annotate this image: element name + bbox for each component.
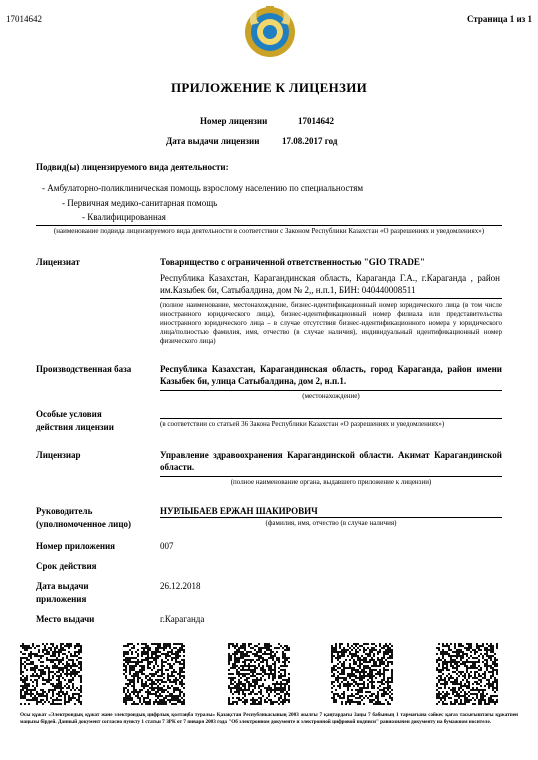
subtype-item-text: Квалифицированная <box>87 212 166 222</box>
page-title: ПРИЛОЖЕНИЕ К ЛИЦЕНЗИИ <box>170 80 368 95</box>
subtype-item-text: Амбулаторно-поликлиническая помощь взрослому населению по специальностям <box>47 183 364 193</box>
divider <box>160 517 502 518</box>
issue-place-value: г.Караганда <box>160 614 205 624</box>
license-number-label: Номер лицензии <box>200 116 268 126</box>
licensee-label: Лицензиат <box>36 257 80 267</box>
qr-code <box>436 643 498 705</box>
issue-date-value: 26.12.2018 <box>160 581 201 591</box>
issue-date-label: Дата выдачи <box>36 581 89 591</box>
divider <box>160 418 502 419</box>
conditions-label: Особые условия <box>36 409 102 419</box>
license-date-label: Дата выдачи лицензии <box>166 136 260 146</box>
conditions-label-2: действия лицензии <box>36 422 114 432</box>
issue-place-label: Место выдачи <box>36 614 95 624</box>
qr-code <box>228 643 290 705</box>
base-hint: (местонахождение) <box>302 392 360 400</box>
subtype-item: - Амбулаторно-поликлиническая помощь взрослому населению по специальностям <box>42 183 364 193</box>
conditions-hint: (в соответствии со статьей 36 Закона Республики Казахстан «О разрешениях и уведомлениях») <box>160 420 445 428</box>
subtype-item: - Квалифицированная <box>82 212 166 222</box>
issue-date-label-2: приложения <box>36 594 87 604</box>
base-label: Производственная база <box>36 364 132 374</box>
subtype-heading: Подвид(ы) лицензируемого вида деятельности: <box>36 162 229 172</box>
validity-label: Срок действия <box>36 561 97 571</box>
qr-code <box>123 643 185 705</box>
page-indicator: Страница 1 из 1 <box>466 14 532 24</box>
divider <box>36 225 502 226</box>
license-date: 17.08.2017 год <box>282 136 338 146</box>
divider <box>160 390 502 391</box>
license-number: 17014642 <box>298 116 334 126</box>
subtype-item: - Первичная медико-санитарная помощь <box>62 198 218 208</box>
licensor-value: Управление здравоохранения Карагандинской области. Акимат Карагандинской области. <box>160 450 502 472</box>
subtype-hint: (наименование подвида лицензируемого вида деятельности в соответствии с Законом Республики Казахстан «О разрешениях и уведомлениях») <box>53 227 485 235</box>
head-label-2: (уполномоченное лицо) <box>36 519 132 529</box>
divider <box>160 476 502 477</box>
licensee-name: Товарищество с ограниченной ответственностью "GIO TRADE" <box>160 257 425 267</box>
document-number: 17014642 <box>6 14 42 24</box>
appendix-number-value: 007 <box>160 541 174 551</box>
base-value: Республика Казахстан, Карагандинская область, город Караганда, район имени Казыбек би, улица Сатыбалдина, дом 2, н.п.1. <box>160 364 502 386</box>
licensee-address: Республика Казахстан, Карагандинская область, Караганда Г.А., г.Караганда , район им.Казыбек би, Сатыбалдина, дом № 2,, н.п.1, БИН: 040440008511 <box>160 273 500 295</box>
licensor-hint: (полное наименование органа, выдавшего приложение к лицензии) <box>230 478 432 486</box>
licensor-label: Лицензиар <box>36 450 81 460</box>
head-label: Руководитель <box>36 506 93 516</box>
qr-code <box>20 643 82 705</box>
footer-disclaimer: Осы құжат «Электрондық құжат және электрондық цифрлық қолтаңба туралы» Қазақстан Республикасының 2003 жылғы 7 қаңтардағы Заңы 7 бабының 1 тармағына сәйкес қағаз тасығыштағы құжатпен маңызы бірдей. Данный документ согласно пункту 1 статьи 7 ЗРК от 7 января 2003 года "Об электронном документе и электронной цифровой подписи" равнозначен документу на бумажном носителе. <box>20 712 518 725</box>
subtype-item-text: Первичная медико-санитарная помощь <box>67 198 218 208</box>
licensee-hint: (полное наименование, местонахождение, бизнес-идентификационный номер юридического лица (в том числе иностранного юридического лица), бизнес-идентификационный номер филиала или представительства иностранного юридического лица – в случае отсутствия бизнес-идентификационного номера у юридического лица/полностью фамилия, имя, отчество (в случае наличия), индивидуальный идентификационный номер физического лица) <box>160 301 502 345</box>
divider <box>160 298 502 299</box>
qr-code <box>331 643 393 705</box>
head-hint: (фамилия, имя, отчество (в случае наличия) <box>265 519 397 527</box>
appendix-number-label: Номер приложения <box>36 541 116 551</box>
state-emblem <box>243 5 297 59</box>
head-value: НУРЛЫБАЕВ ЕРЖАН ШАКИРОВИЧ <box>160 506 318 516</box>
